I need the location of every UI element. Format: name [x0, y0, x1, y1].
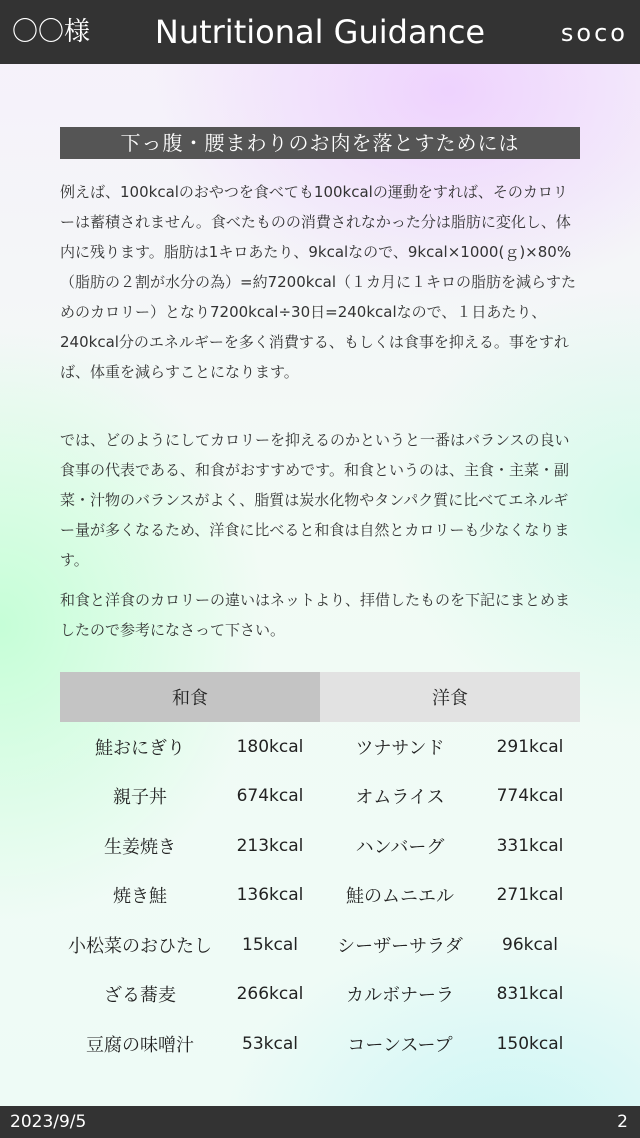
- western-dish-name: ツナサンド: [355, 737, 445, 759]
- japanese-dish-name: ざる蕎麦: [104, 985, 176, 1007]
- japanese-dish-name: 生姜焼き: [104, 836, 176, 858]
- document-date: 2023/9/5: [10, 1112, 87, 1132]
- table-row: [60, 970, 580, 1020]
- japanese-dish-calories: 266kcal: [236, 984, 304, 1005]
- japanese-dish-calories: 674kcal: [236, 786, 304, 807]
- western-dish-calories: 96kcal: [502, 934, 558, 955]
- recipient-name: 〇〇様: [12, 17, 91, 47]
- western-dish-calories: 291kcal: [496, 736, 564, 757]
- japanese-dish-calories: 213kcal: [236, 835, 304, 856]
- western-dish-calories: 831kcal: [496, 984, 564, 1005]
- paragraph-table-intro: 和食と洋食のカロリーの違いはネットより、拝借したものを下記にまとめましたので参考になさって下さい。: [60, 591, 571, 639]
- western-dish-calories: 774kcal: [496, 786, 564, 807]
- western-dish-name: シーザーサラダ: [337, 935, 463, 957]
- western-food-header: 洋食: [320, 672, 580, 722]
- header-bar: [0, 0, 640, 64]
- paragraph-calorie-explanation: 例えば、100kcalのおやつを食べても100kcalの運動をすれば、そのカロリーは蓄積されません。食べたものの消費されなかった分は脂肪に変化し、体内に残ります。脂肪は1キロあたり、9kcalなので、9kcal×1000(ｇ)×80%（脂肪の２割が水分の為）=約7200kcal（１カ月に１キロの脂肪を減らすためのカロリー）となり7200kcal÷30日=240kcalなので、１日あたり、240kcal分のエネルギーを多く消費する、もしくは食事を抑える。事をすれば、体重を減らすことになります。: [60, 183, 577, 381]
- western-dish-calories: 271kcal: [496, 885, 564, 906]
- western-dish-name: 鮭のムニエル: [346, 886, 454, 908]
- western-dish-name: カルボナーラ: [346, 985, 454, 1007]
- footer-bar: [0, 1106, 640, 1138]
- page-title: Nutritional Guidance: [154, 13, 486, 51]
- table-row: [60, 772, 580, 822]
- section-heading: 下っ腹・腰まわりのお肉を落とすためには: [60, 127, 580, 159]
- table-row: [60, 871, 580, 921]
- japanese-dish-name: 鮭おにぎり: [95, 737, 185, 759]
- japanese-dish-name: 豆腐の味噌汁: [86, 1034, 194, 1056]
- japanese-dish-calories: 53kcal: [242, 1033, 298, 1054]
- western-dish-calories: 331kcal: [496, 835, 564, 856]
- japanese-dish-name: 親子丼: [113, 787, 167, 809]
- paragraph-japanese-food: では、どのようにしてカロリーを抑えるのかというと一番はバランスの良い食事の代表である、和食がおすすめです。和食というのは、主食・主菜・副菜・汁物のバランスがよく、脂質は炭水化物やタンパク質に比べてエネルギー量が多くなるため、洋食に比べると和食は自然とカロリーも少なくなります。: [60, 431, 570, 569]
- japanese-dish-calories: 15kcal: [242, 934, 298, 955]
- western-dish-name: ハンバーグ: [355, 836, 445, 858]
- calorie-table-body: [60, 722, 580, 1069]
- japanese-dish-calories: 136kcal: [236, 885, 304, 906]
- japanese-dish-name: 小松菜のおひたし: [68, 935, 212, 957]
- calorie-comparison-table: [60, 672, 580, 1069]
- page-number: 2: [617, 1112, 628, 1132]
- western-dish-calories: 150kcal: [496, 1033, 564, 1054]
- table-row: [60, 821, 580, 871]
- western-dish-name: コーンスープ: [347, 1034, 453, 1056]
- japanese-dish-name: 焼き鮭: [113, 886, 167, 908]
- table-row: [60, 920, 580, 970]
- brand-logo: soco: [560, 19, 628, 47]
- table-row: [60, 1019, 580, 1069]
- western-dish-name: オムライス: [355, 787, 445, 809]
- table-row: [60, 722, 580, 772]
- japanese-dish-calories: 180kcal: [236, 736, 304, 757]
- japanese-food-header: 和食: [60, 672, 320, 722]
